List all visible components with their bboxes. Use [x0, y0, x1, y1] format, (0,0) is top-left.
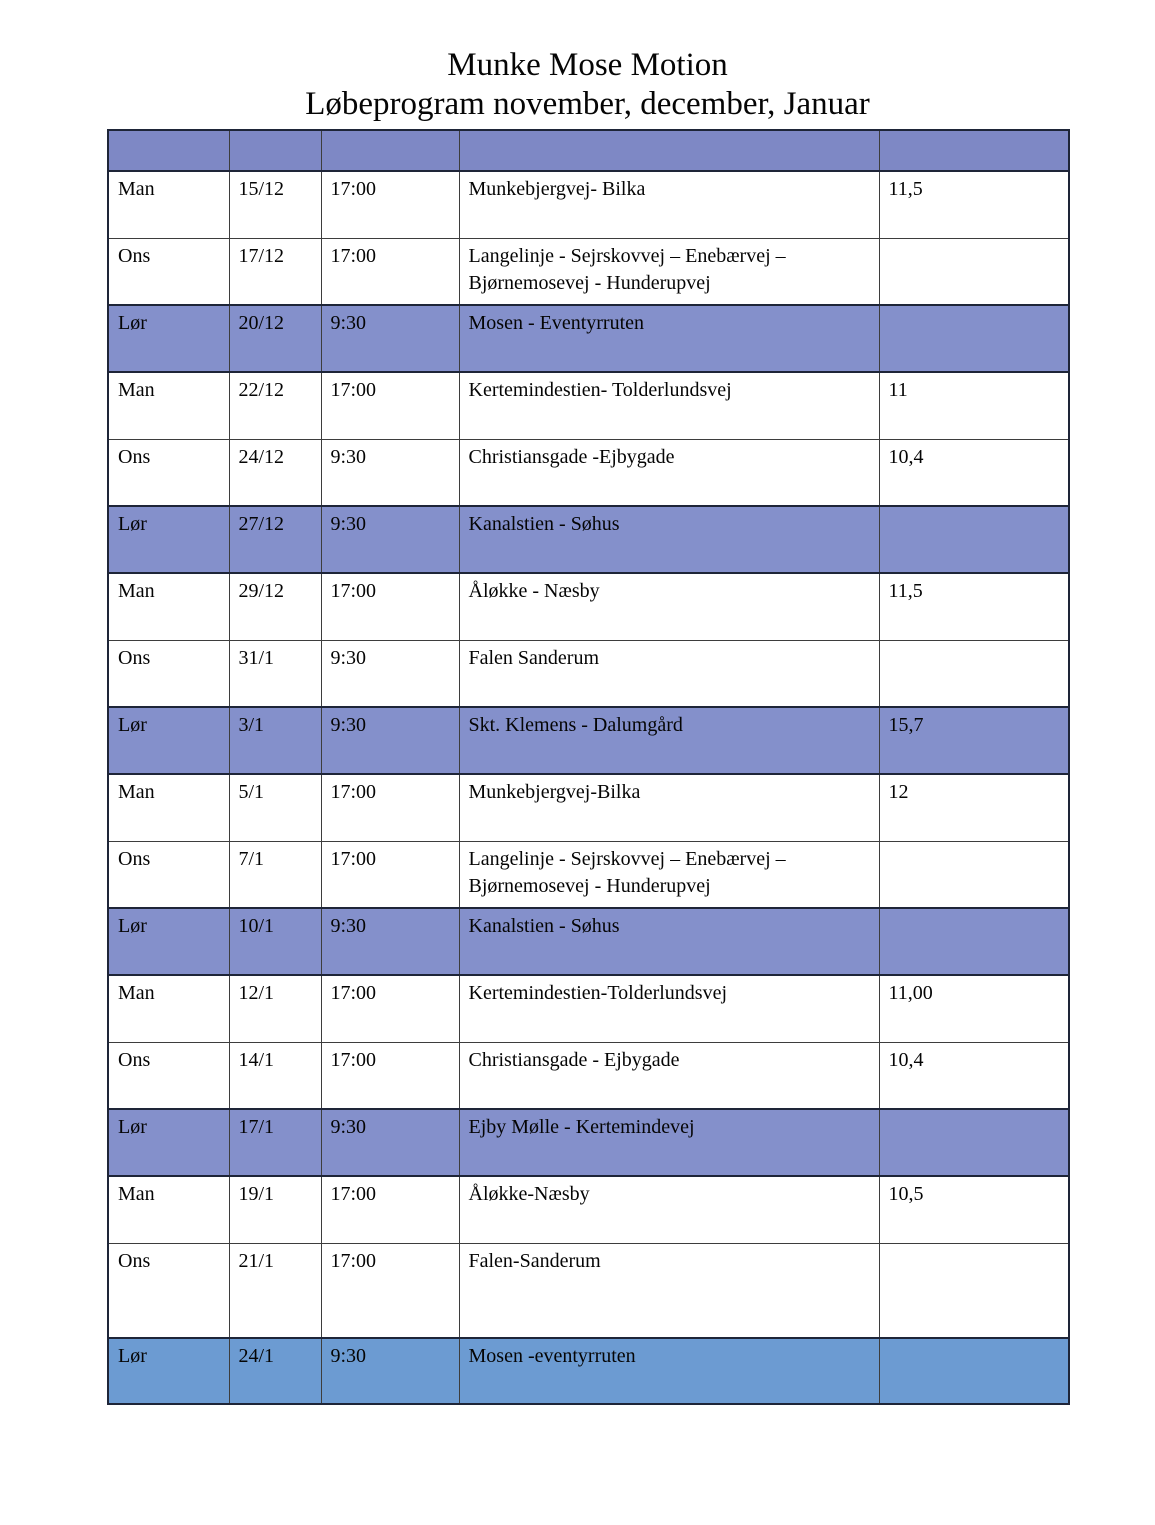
cell-time: 17:00 — [321, 573, 459, 640]
header-cell-time — [321, 130, 459, 171]
schedule-rows — [108, 130, 1069, 1404]
cell-time: 17:00 — [321, 1176, 459, 1243]
cell-date: 10/1 — [229, 908, 321, 975]
schedule-row — [108, 908, 1069, 975]
cell-day: Lør — [108, 707, 229, 774]
cell-date: 29/12 — [229, 573, 321, 640]
cell-day: Ons — [108, 841, 229, 908]
cell-time: 17:00 — [321, 975, 459, 1042]
cell-distance: 10,4 — [879, 1042, 1069, 1109]
cell-distance: 12 — [879, 774, 1069, 841]
cell-time: 17:00 — [321, 171, 459, 238]
cell-day: Ons — [108, 439, 229, 506]
schedule-row — [108, 573, 1069, 640]
cell-day: Ons — [108, 1243, 229, 1338]
schedule-row — [108, 1109, 1069, 1176]
cell-date: 31/1 — [229, 640, 321, 707]
cell-day: Man — [108, 975, 229, 1042]
header-cell-route — [459, 130, 879, 171]
schedule-row — [108, 774, 1069, 841]
cell-distance: 11 — [879, 372, 1069, 439]
schedule-row — [108, 1338, 1069, 1404]
cell-route: Kertemindestien- Tolderlundsvej — [459, 372, 879, 439]
cell-time: 9:30 — [321, 1109, 459, 1176]
cell-route: Langelinje - Sejrskovvej – Enebærvej – Bjørnemosevej - Hunderupvej — [459, 841, 879, 908]
schedule-row — [108, 841, 1069, 908]
header-cell-distance — [879, 130, 1069, 171]
cell-day: Lør — [108, 1338, 229, 1404]
schedule-row — [108, 439, 1069, 506]
cell-day: Man — [108, 573, 229, 640]
cell-date: 15/12 — [229, 171, 321, 238]
schedule-row — [108, 1042, 1069, 1109]
schedule-row — [108, 1243, 1069, 1338]
cell-time: 9:30 — [321, 707, 459, 774]
cell-route: Ejby Mølle - Kertemindevej — [459, 1109, 879, 1176]
cell-route: Christiansgade -Ejbygade — [459, 439, 879, 506]
cell-route: Falen Sanderum — [459, 640, 879, 707]
cell-time: 17:00 — [321, 372, 459, 439]
cell-day: Ons — [108, 1042, 229, 1109]
cell-day: Man — [108, 1176, 229, 1243]
cell-time: 9:30 — [321, 640, 459, 707]
cell-route: Falen-Sanderum — [459, 1243, 879, 1338]
cell-route: Mosen - Eventyrruten — [459, 305, 879, 372]
cell-day: Lør — [108, 1109, 229, 1176]
cell-distance: 11,5 — [879, 573, 1069, 640]
cell-distance — [879, 1109, 1069, 1176]
document-page — [107, 46, 1068, 1405]
cell-route: Langelinje - Sejrskovvej – Enebærvej – Bjørnemosevej - Hunderupvej — [459, 238, 879, 305]
cell-date: 27/12 — [229, 506, 321, 573]
cell-route: Åløkke-Næsby — [459, 1176, 879, 1243]
cell-day: Lør — [108, 506, 229, 573]
cell-time: 9:30 — [321, 439, 459, 506]
cell-distance: 10,4 — [879, 439, 1069, 506]
schedule-row — [108, 506, 1069, 573]
cell-route: Christiansgade - Ejbygade — [459, 1042, 879, 1109]
schedule-row — [108, 975, 1069, 1042]
schedule-row — [108, 640, 1069, 707]
cell-time: 17:00 — [321, 841, 459, 908]
cell-time: 17:00 — [321, 774, 459, 841]
cell-distance: 11,5 — [879, 171, 1069, 238]
cell-distance — [879, 841, 1069, 908]
table-header-row — [108, 130, 1069, 171]
cell-distance — [879, 305, 1069, 372]
cell-date: 5/1 — [229, 774, 321, 841]
cell-day: Man — [108, 774, 229, 841]
cell-route: Åløkke - Næsby — [459, 573, 879, 640]
cell-distance — [879, 1243, 1069, 1338]
schedule-row — [108, 372, 1069, 439]
schedule-row — [108, 238, 1069, 305]
cell-date: 24/12 — [229, 439, 321, 506]
cell-distance: 15,7 — [879, 707, 1069, 774]
cell-date: 12/1 — [229, 975, 321, 1042]
schedule-row — [108, 1176, 1069, 1243]
cell-route: Kanalstien - Søhus — [459, 506, 879, 573]
header-cell-date — [229, 130, 321, 171]
cell-date: 21/1 — [229, 1243, 321, 1338]
cell-time: 17:00 — [321, 1042, 459, 1109]
cell-date: 20/12 — [229, 305, 321, 372]
cell-time: 17:00 — [321, 1243, 459, 1338]
cell-route: Mosen -eventyrruten — [459, 1338, 879, 1404]
cell-day: Ons — [108, 640, 229, 707]
cell-date: 24/1 — [229, 1338, 321, 1404]
schedule-row — [108, 305, 1069, 372]
cell-time: 9:30 — [321, 305, 459, 372]
cell-date: 7/1 — [229, 841, 321, 908]
cell-time: 9:30 — [321, 1338, 459, 1404]
cell-distance: 10,5 — [879, 1176, 1069, 1243]
cell-day: Lør — [108, 305, 229, 372]
cell-time: 9:30 — [321, 908, 459, 975]
header-cell-day — [108, 130, 229, 171]
cell-date: 19/1 — [229, 1176, 321, 1243]
cell-route: Munkebjergvej-Bilka — [459, 774, 879, 841]
cell-distance — [879, 1338, 1069, 1404]
cell-route: Munkebjergvej- Bilka — [459, 171, 879, 238]
cell-day: Man — [108, 171, 229, 238]
cell-day: Ons — [108, 238, 229, 305]
cell-distance — [879, 908, 1069, 975]
cell-day: Man — [108, 372, 229, 439]
page-subtitle: Løbeprogram november, december, Januar — [305, 86, 870, 122]
cell-distance — [879, 506, 1069, 573]
page-title: Munke Mose Motion — [447, 47, 728, 83]
run-schedule-table — [107, 129, 1070, 1405]
cell-time: 17:00 — [321, 238, 459, 305]
cell-time: 9:30 — [321, 506, 459, 573]
cell-route: Kanalstien - Søhus — [459, 908, 879, 975]
cell-date: 17/12 — [229, 238, 321, 305]
cell-distance — [879, 238, 1069, 305]
cell-date: 14/1 — [229, 1042, 321, 1109]
schedule-row — [108, 707, 1069, 774]
cell-distance — [879, 640, 1069, 707]
schedule-row — [108, 171, 1069, 238]
cell-date: 17/1 — [229, 1109, 321, 1176]
cell-route: Skt. Klemens - Dalumgård — [459, 707, 879, 774]
cell-route: Kertemindestien-Tolderlundsvej — [459, 975, 879, 1042]
cell-day: Lør — [108, 908, 229, 975]
cell-date: 22/12 — [229, 372, 321, 439]
cell-distance: 11,00 — [879, 975, 1069, 1042]
cell-date: 3/1 — [229, 707, 321, 774]
